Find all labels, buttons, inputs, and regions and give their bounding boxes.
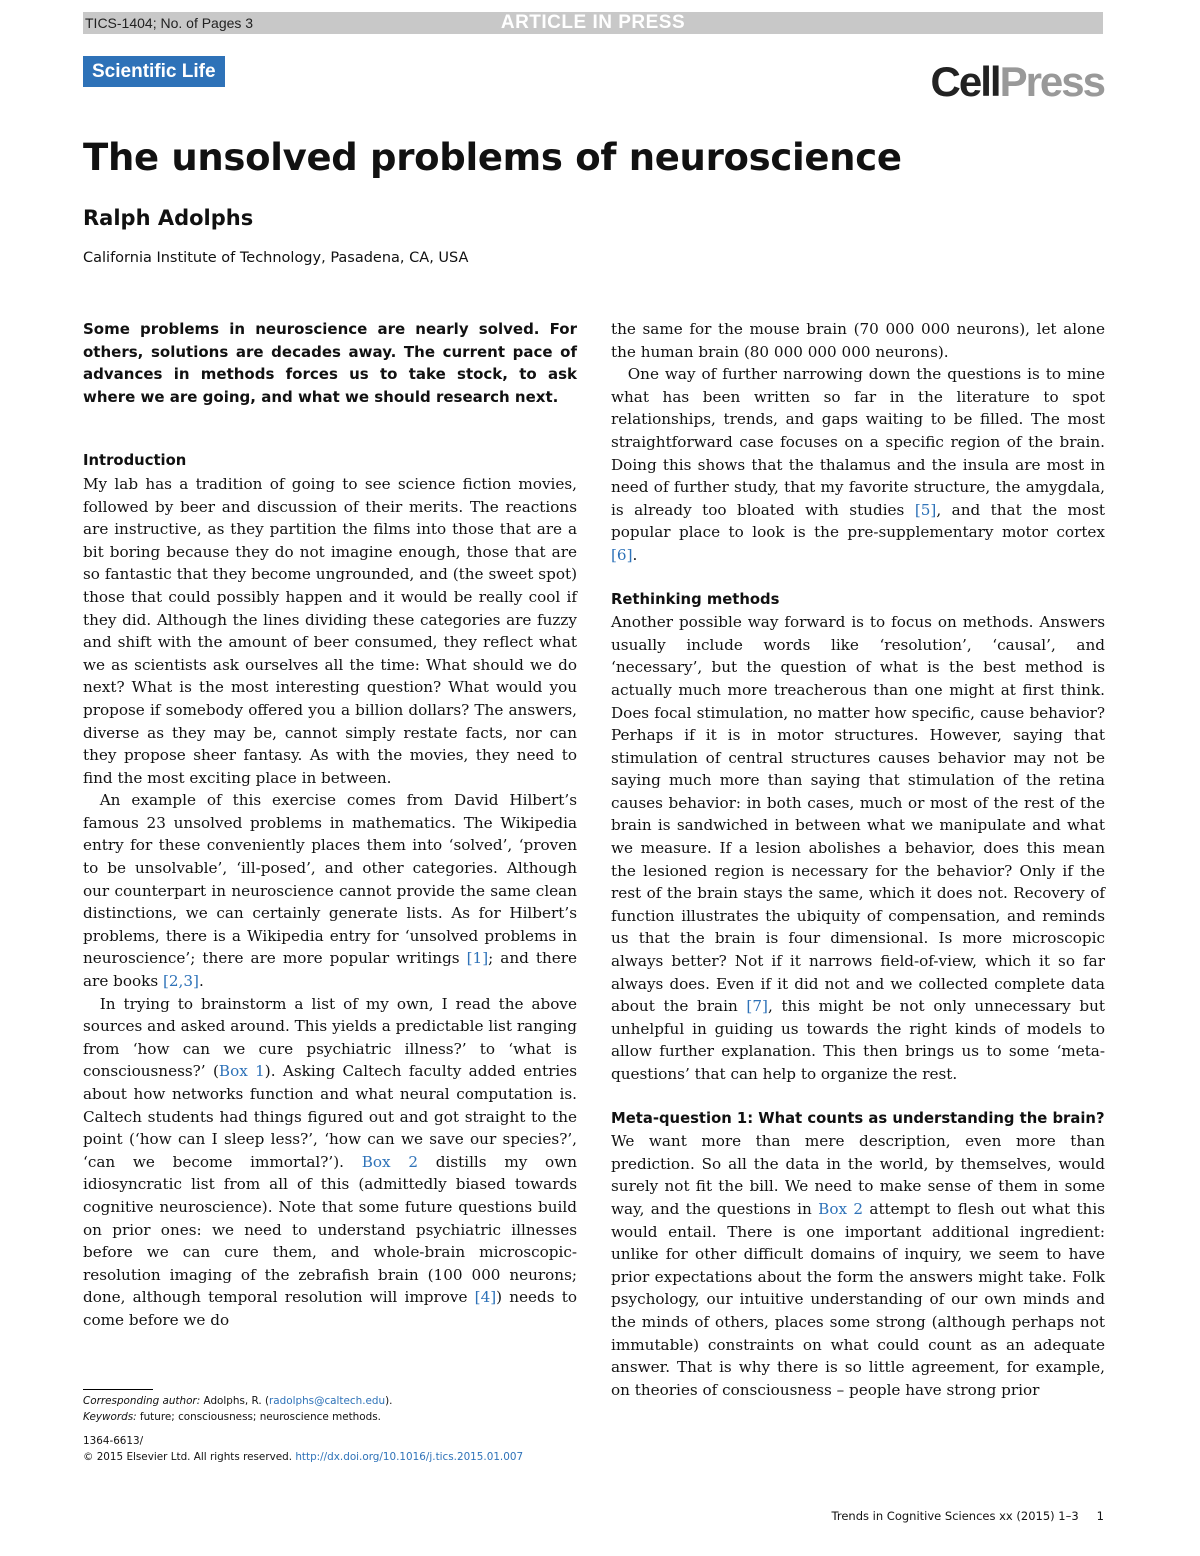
paragraph-meta-question-1: We want more than mere description, even more than prediction. So all the data in the world, by themselves, would surely not fit the bill. We need to make sense of them in some way, and the questions in Box 2 attempt to flesh out what this would entail. There is one important additional ingredient: unlike for other difficult domains of inquiry, we seem to have prior expectations about the form the answers might take. Folk psychology, our intuitive understanding of our own minds and the minds of others, places some strong (although perhaps not immutable) constraints on what could count as an adequate answer. That is why there is so little agreement, for example, on theories of consciousness – people have strong prior [611,1132,1105,1399]
box-1-link[interactable]: Box 1 [218,1062,265,1081]
citation-link-2-3[interactable]: [2,3] [162,972,199,991]
copyright-line: © 2015 Elsevier Ltd. All rights reserved. http://dx.doi.org/10.1016/j.tics.2015.01.007 [83,1450,524,1463]
article-title: The unsolved problems of neuroscience [83,136,902,179]
publisher-logo [931,60,1104,104]
section-heading-introduction: Introduction [83,452,187,470]
article-in-press-bar [83,12,1103,34]
corresponding-author-note: Corresponding author: Adolphs, R. (radolphs@caltech.edu). [83,1395,393,1407]
section-heading-meta-question-1: Meta-question 1: What counts as understanding the brain? [611,1109,1105,1127]
citation-link-1[interactable]: [1] [466,949,489,968]
citation-link-7[interactable]: [7] [746,997,768,1016]
journal-id: TICS-1404; No. of Pages 3 [85,15,254,31]
paragraph-continued: the same for the mouse brain (70 000 000 neurons), let alone the human brain (80 000 000 000 neurons). [611,320,1105,361]
paragraph-literature: One way of further narrowing down the questions is to mine what has been written so far in the literature to spot relationships, trends, and gaps waiting to be filled. The most straightforward case focuses on a specific region of the brain. Doing this shows that the thalamus and the insula are most in need of further study, that my favorite structure, the amygdala, is already too bloated with studies [5], and that the most popular place to look is the pre-supplementary motor cortex [6]. [611,365,1105,564]
abstract: Some problems in neuroscience are nearly solved. For others, solutions are decades away. The current pace of advances in methods forces us to take stock, to ask where we are going, and what we should research next. [83,320,577,406]
paragraph-methods: Another possible way forward is to focus on methods. Answers usually include words like ‘resolution’, ‘causal’, and ‘necessary’, but the question of what is the best method is actually much more treacherous than one might at first think. Does focal stimulation, no matter how specific, cause behavior? Perhaps if it is in motor structures. However, saying that stimulation of central structures causes behavior may not be saying much more than saying that stimulation of the retina causes behavior: in both cases, much or most of the rest of the brain is sandwiched in between what we manipulate and what we measure. If a lesion abolishes a behavior, does this mean the lesioned region is necessary for the behavior? Only if the rest of the brain stays the same, which it does not. Recovery of function illustrates the ubiquity of compensation, and reminds us that the brain is four dimensional. Is more microscopic always better? Not if it narrows field-of-view, which it so far always does. Even if it did not and we collected complete data about the brain [7], this might be not only unnecessary but unhelpful in guiding us towards the right kinds of models to allow further explanation. This then brings us to some ‘meta-questions’ that can help to organize the rest. [611,613,1105,1083]
press-status-label: ARTICLE IN PRESS [500,12,686,33]
box-2-link[interactable]: Box 2 [361,1152,418,1171]
publisher-logo-part-a: Cell [930,58,1000,105]
journal-citation: Trends in Cognitive Sciences xx (2015) 1–3 [831,1509,1079,1523]
section-heading-methods: Rethinking methods [611,590,780,608]
citation-link-5[interactable]: [5] [914,500,937,519]
author-name: Ralph Adolphs [83,206,254,230]
paragraph-intro-1: My lab has a tradition of going to see science fiction movies, followed by beer and discussion of their merits. The reactions are instructive, as they partition the films into those that are a bit boring because they do not imagine enough, those that are so fantastic that they become ungrounded, and (the sweet spot) those that could possibly happen and it would be really cool if they did. Although the lines dividing these categories are fuzzy and shift with the amount of beer consumed, they reflect what we as scientists ask ourselves all the time: What should we do next? What is the most interesting question? What would you propose if somebody offered you a billion dollars? The answers, diverse as they may be, cannot simply restate facts, nor can they propose sheer fantasy. As with the movies, they need to find the most exciting place in between. [83,474,577,787]
section-tag: Scientific Life [83,56,225,87]
left-column [83,318,577,1332]
page-number: 1 [1096,1509,1104,1523]
author-affiliation: California Institute of Technology, Pasadena, CA, USA [83,250,469,266]
doi-link[interactable]: http://dx.doi.org/10.1016/j.tics.2015.01.007 [295,1450,524,1463]
box-2-link-right[interactable]: Box 2 [818,1199,864,1218]
running-footer [832,1509,1104,1523]
paragraph-intro-3: In trying to brainstorm a list of my own, I read the above sources and asked around. This yields a predictable list ranging from ‘how can we cure psychiatric illness?’ to ‘what is consciousness?’ (Box 1). Asking Caltech faculty added entries about how networks function and what neural computation is. Caltech students had things figured out and got straight to the point (‘how can I sleep less?’, ‘how can we save our species?’, ‘can we become immortal?’). Box 2 distills my own idiosyncratic list from all of this (admittedly biased towards cognitive neuroscience). Note that some future questions build on prior ones: we need to understand psychiatric illnesses before we can cure them, and whole-brain microscopic-resolution imaging of the zebrafish brain (100 000 neurons; done, although temporal resolution will improve [4]) needs to come before we do [83,994,577,1329]
right-column [611,318,1105,1401]
issn: 1364-6613/ [83,1435,144,1447]
footnotes [83,1389,577,1465]
publisher-logo-part-b: Press [999,58,1104,105]
citation-link-4[interactable]: [4] [474,1288,497,1307]
paragraph-intro-2: An example of this exercise comes from David Hilbert’s famous 23 unsolved problems in mathematics. The Wikipedia entry for these conveniently places them into ‘solved’, ‘proven to be unsolvable’, ‘ill-posed’, and other categories. Although our counterpart in neuroscience cannot provide the same clean distinctions, we can certainly generate lists. As for Hilbert’s problems, there is a Wikipedia entry for ‘unsolved problems in neuroscience’; there are more popular writings [1]; and there are books [2,3]. [83,791,577,991]
author-email-link[interactable]: radolphs@caltech.edu [269,1395,386,1407]
keywords-note: Keywords: future; consciousness; neuroscience methods. [83,1410,381,1423]
footnote-divider [83,1389,153,1390]
citation-link-6[interactable]: [6] [611,545,633,564]
